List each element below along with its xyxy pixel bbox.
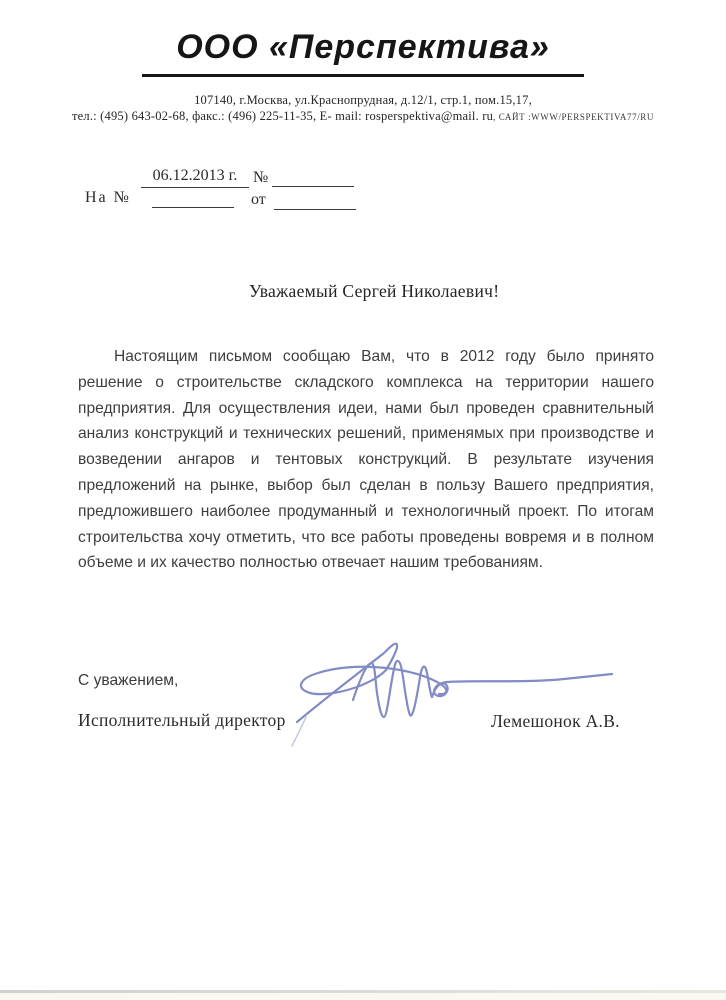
from-label: от: [251, 191, 266, 208]
company-name: ООО «Перспектива»: [142, 28, 584, 77]
signature-strokes: [292, 644, 612, 746]
closing-regards: С уважением,: [78, 672, 179, 689]
handwritten-signature: [283, 636, 623, 754]
on-number-label: На №: [85, 189, 131, 206]
company-contacts-text: тел.: (495) 643-02-68, факс.: (496) 225-11-35, E- mail: rosperspektiva@mail. ru: [72, 109, 494, 123]
on-number-blank-field: [152, 188, 234, 208]
from-date-blank-field: [274, 190, 356, 210]
company-address: 107140, г.Москва, ул.Краснопрудная, д.12/1, стр.1, пом.15,17,: [194, 93, 532, 107]
signer-name: Лемешонок А.В.: [491, 711, 620, 731]
letter-date-field: 06.12.2013 г.: [141, 167, 249, 188]
company-contacts: [0, 109, 726, 124]
signer-position: Исполнительный директор: [78, 710, 286, 730]
number-sign-label: №: [253, 169, 269, 186]
scan-edge-margin: [0, 993, 726, 1000]
company-website: , САЙТ :WWW/PERSPEKTIVA77/RU: [493, 112, 654, 122]
letter-body-paragraph: Настоящим письмом сообщаю Вам, что в 2012 году было принято решение о строительстве складского комплекса на территории нашего предприятия. Для осуществления идеи, нами был проведен сравнительный анализ конструкций и технических решений, применямых при производстве и возведении ангаров и тентовых конструкций. В результате изучения предложений на рынке, выбор был сделан в пользу Вашего предприятия, предложившего наиболее продуманный и технологичный проект. По итогам строительства хочу отметить, что все работы проведены вовремя и в полном объеме и их качество полностью отвечает нашим требованиям.: [78, 348, 654, 572]
salutation: Уважаемый Сергей Николаевич!: [249, 281, 500, 301]
number-blank-field: [272, 167, 354, 187]
letterhead: [0, 28, 726, 124]
